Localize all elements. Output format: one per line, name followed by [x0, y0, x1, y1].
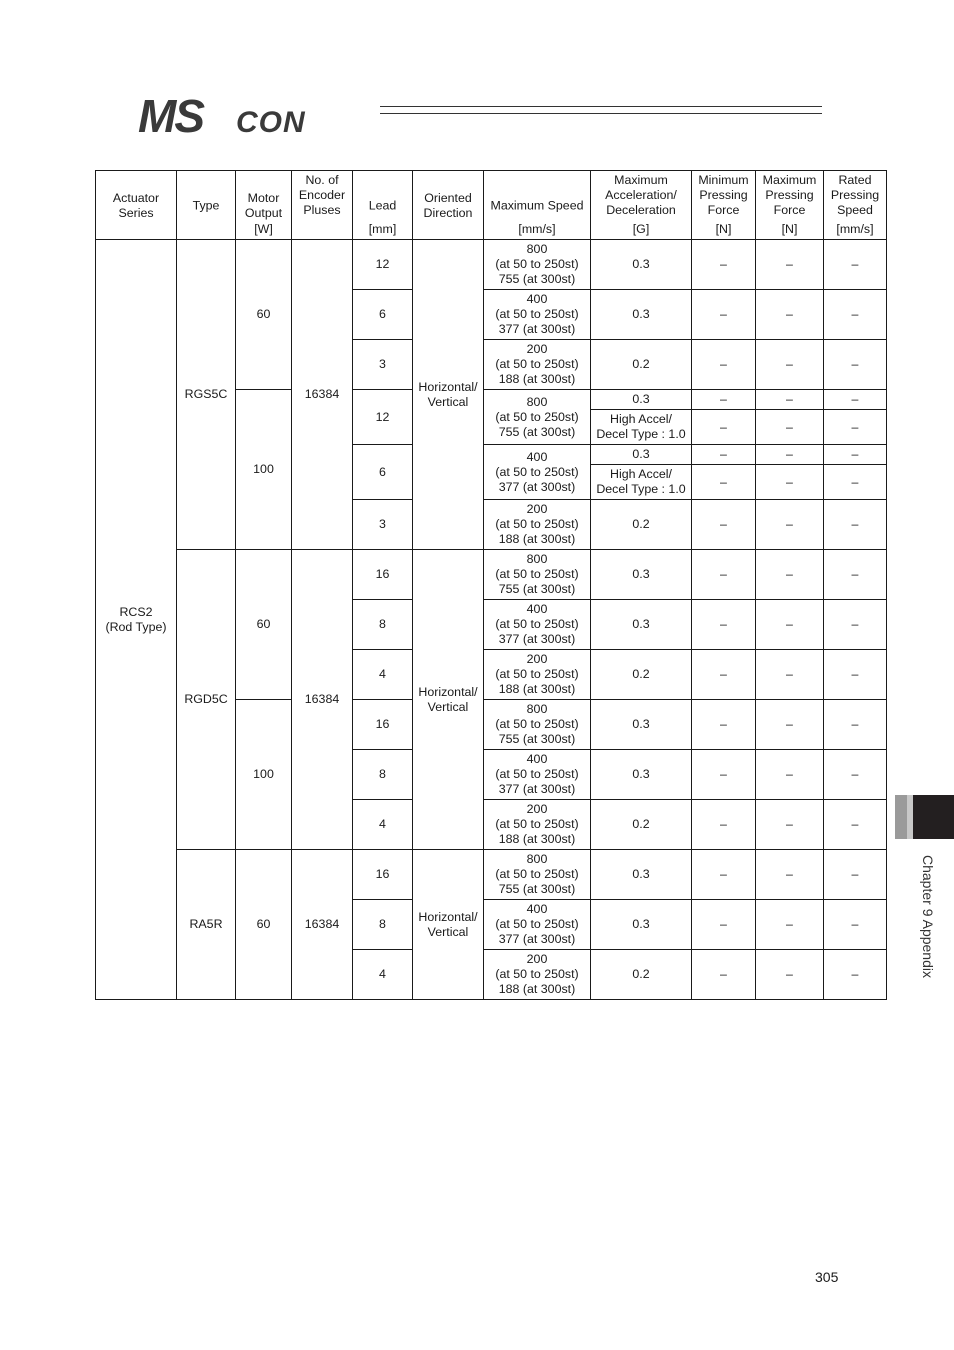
- rated-pressing-speed-cell: –: [824, 390, 887, 410]
- rated-pressing-speed-cell: –: [824, 290, 887, 340]
- column-header-label: Lead: [368, 198, 397, 213]
- lead-cell: 12: [353, 240, 413, 290]
- rated-pressing-speed-cell: –: [824, 650, 887, 700]
- max-pressing-force-cell: –: [756, 950, 824, 1000]
- min-pressing-force-cell: –: [692, 750, 756, 800]
- table-header-row: [96, 171, 887, 240]
- column-header-label: Motor Output: [244, 191, 283, 220]
- type-cell: RGS5C: [177, 240, 236, 550]
- min-pressing-force-cell: –: [692, 465, 756, 500]
- column-header: [484, 171, 591, 240]
- chapter-tab-marker: [895, 795, 954, 839]
- rated-pressing-speed-cell: –: [824, 410, 887, 445]
- rated-pressing-speed-cell: –: [824, 850, 887, 900]
- max-speed-cell: 200 (at 50 to 250st) 188 (at 300st): [484, 950, 591, 1000]
- lead-cell: 4: [353, 800, 413, 850]
- max-pressing-force-cell: –: [756, 650, 824, 700]
- rated-pressing-speed-cell: –: [824, 750, 887, 800]
- max-pressing-force-cell: –: [756, 500, 824, 550]
- max-pressing-force-cell: –: [756, 550, 824, 600]
- rated-pressing-speed-cell: –: [824, 445, 887, 465]
- max-pressing-force-cell: –: [756, 800, 824, 850]
- min-pressing-force-cell: –: [692, 390, 756, 410]
- max-speed-cell: 800 (at 50 to 250st) 755 (at 300st): [484, 850, 591, 900]
- header-rule-top: [380, 106, 822, 107]
- column-header-unit: [W]: [254, 222, 273, 236]
- encoder-pulses-cell: 16384: [292, 850, 353, 1000]
- min-pressing-force-cell: –: [692, 550, 756, 600]
- lead-cell: 16: [353, 850, 413, 900]
- rated-pressing-speed-cell: –: [824, 700, 887, 750]
- max-speed-cell: 200 (at 50 to 250st) 188 (at 300st): [484, 340, 591, 390]
- table-row: [96, 550, 887, 600]
- column-header-unit: [G]: [632, 222, 650, 236]
- max-speed-cell: 800 (at 50 to 250st) 755 (at 300st): [484, 390, 591, 445]
- min-pressing-force-cell: –: [692, 950, 756, 1000]
- rated-pressing-speed-cell: –: [824, 340, 887, 390]
- direction-cell: Horizontal/ Vertical: [413, 240, 484, 550]
- column-header-label: Rated Pressing Speed: [830, 173, 880, 217]
- motor-output-cell: 60: [236, 240, 292, 390]
- max-accel-cell: 0.2: [591, 500, 692, 550]
- max-speed-cell: 200 (at 50 to 250st) 188 (at 300st): [484, 650, 591, 700]
- max-pressing-force-cell: –: [756, 340, 824, 390]
- column-header: [236, 171, 292, 240]
- max-accel-cell: 0.2: [591, 340, 692, 390]
- page-number: 305: [815, 1269, 839, 1285]
- min-pressing-force-cell: –: [692, 800, 756, 850]
- column-header-label: Type: [192, 198, 220, 213]
- max-pressing-force-cell: –: [756, 900, 824, 950]
- max-accel-cell: 0.3: [591, 290, 692, 340]
- actuator-series-cell: RCS2 (Rod Type): [96, 240, 177, 1000]
- motor-output-cell: 60: [236, 550, 292, 700]
- motor-output-cell: 100: [236, 700, 292, 850]
- table-row: [96, 240, 887, 290]
- motor-output-cell: 60: [236, 850, 292, 1000]
- table-body: [96, 240, 887, 1000]
- max-pressing-force-cell: –: [756, 240, 824, 290]
- lead-cell: 4: [353, 950, 413, 1000]
- lead-cell: 8: [353, 600, 413, 650]
- max-pressing-force-cell: –: [756, 290, 824, 340]
- lead-cell: 8: [353, 750, 413, 800]
- rated-pressing-speed-cell: –: [824, 600, 887, 650]
- column-header-unit: [mm/s]: [836, 222, 874, 236]
- max-accel-cell: High Accel/ Decel Type : 1.0: [591, 465, 692, 500]
- column-header-label: Minimum Pressing Force: [698, 173, 749, 217]
- min-pressing-force-cell: –: [692, 290, 756, 340]
- column-header: [692, 171, 756, 240]
- column-header-label: Maximum Pressing Force: [762, 173, 817, 217]
- rated-pressing-speed-cell: –: [824, 500, 887, 550]
- max-speed-cell: 400 (at 50 to 250st) 377 (at 300st): [484, 600, 591, 650]
- column-header-unit: [N]: [781, 222, 798, 236]
- max-accel-cell: 0.3: [591, 850, 692, 900]
- max-speed-cell: 200 (at 50 to 250st) 188 (at 300st): [484, 500, 591, 550]
- max-accel-cell: 0.3: [591, 390, 692, 410]
- lead-cell: 6: [353, 445, 413, 500]
- max-accel-cell: 0.3: [591, 700, 692, 750]
- min-pressing-force-cell: –: [692, 445, 756, 465]
- min-pressing-force-cell: –: [692, 650, 756, 700]
- chapter-label: Chapter 9 Appendix: [920, 855, 936, 978]
- column-header-label: Oriented Direction: [423, 191, 473, 220]
- max-speed-cell: 400 (at 50 to 250st) 377 (at 300st): [484, 900, 591, 950]
- lead-cell: 4: [353, 650, 413, 700]
- max-accel-cell: 0.3: [591, 600, 692, 650]
- rated-pressing-speed-cell: –: [824, 465, 887, 500]
- max-speed-cell: 200 (at 50 to 250st) 188 (at 300st): [484, 800, 591, 850]
- encoder-pulses-cell: 16384: [292, 240, 353, 550]
- min-pressing-force-cell: –: [692, 240, 756, 290]
- max-accel-cell: High Accel/ Decel Type : 1.0: [591, 410, 692, 445]
- min-pressing-force-cell: –: [692, 500, 756, 550]
- lead-cell: 6: [353, 290, 413, 340]
- max-speed-cell: 400 (at 50 to 250st) 377 (at 300st): [484, 445, 591, 500]
- motor-output-cell: 100: [236, 390, 292, 550]
- header-rule-bottom: [380, 113, 822, 114]
- svg-text:CON: CON: [236, 106, 306, 137]
- min-pressing-force-cell: –: [692, 700, 756, 750]
- direction-cell: Horizontal/ Vertical: [413, 550, 484, 850]
- column-header-unit: [mm]: [368, 222, 397, 236]
- max-pressing-force-cell: –: [756, 445, 824, 465]
- mscon-logo: [138, 92, 368, 137]
- max-accel-cell: 0.3: [591, 550, 692, 600]
- max-speed-cell: 800 (at 50 to 250st) 755 (at 300st): [484, 700, 591, 750]
- column-header: [96, 171, 177, 240]
- column-header-label: Maximum Speed: [490, 198, 584, 213]
- column-header: [591, 171, 692, 240]
- max-pressing-force-cell: –: [756, 600, 824, 650]
- min-pressing-force-cell: –: [692, 900, 756, 950]
- max-pressing-force-cell: –: [756, 465, 824, 500]
- column-header-unit: [N]: [715, 222, 732, 236]
- lead-cell: 3: [353, 500, 413, 550]
- encoder-pulses-cell: 16384: [292, 550, 353, 850]
- direction-cell: Horizontal/ Vertical: [413, 850, 484, 1000]
- max-pressing-force-cell: –: [756, 850, 824, 900]
- max-accel-cell: 0.3: [591, 750, 692, 800]
- max-pressing-force-cell: –: [756, 750, 824, 800]
- min-pressing-force-cell: –: [692, 340, 756, 390]
- max-pressing-force-cell: –: [756, 700, 824, 750]
- column-header: [177, 171, 236, 240]
- column-header: [756, 171, 824, 240]
- column-header-label: Actuator Series: [112, 191, 160, 220]
- rated-pressing-speed-cell: –: [824, 800, 887, 850]
- lead-cell: 8: [353, 900, 413, 950]
- max-accel-cell: 0.2: [591, 650, 692, 700]
- min-pressing-force-cell: –: [692, 600, 756, 650]
- rated-pressing-speed-cell: –: [824, 240, 887, 290]
- rated-pressing-speed-cell: –: [824, 900, 887, 950]
- svg-text:MS: MS: [138, 92, 203, 137]
- max-accel-cell: 0.2: [591, 950, 692, 1000]
- table-row: [96, 850, 887, 900]
- column-header: [413, 171, 484, 240]
- column-header: [353, 171, 413, 240]
- lead-cell: 12: [353, 390, 413, 445]
- max-pressing-force-cell: –: [756, 410, 824, 445]
- min-pressing-force-cell: –: [692, 410, 756, 445]
- max-speed-cell: 400 (at 50 to 250st) 377 (at 300st): [484, 750, 591, 800]
- max-accel-cell: 0.2: [591, 800, 692, 850]
- max-speed-cell: 400 (at 50 to 250st) 377 (at 300st): [484, 290, 591, 340]
- max-accel-cell: 0.3: [591, 240, 692, 290]
- column-header: [292, 171, 353, 240]
- max-pressing-force-cell: –: [756, 390, 824, 410]
- lead-cell: 3: [353, 340, 413, 390]
- max-speed-cell: 800 (at 50 to 250st) 755 (at 300st): [484, 550, 591, 600]
- rated-pressing-speed-cell: –: [824, 950, 887, 1000]
- column-header-label: No. of Encoder Pluses: [298, 173, 346, 217]
- lead-cell: 16: [353, 700, 413, 750]
- max-speed-cell: 800 (at 50 to 250st) 755 (at 300st): [484, 240, 591, 290]
- column-header-label: Maximum Acceleration/ Deceleration: [605, 173, 677, 217]
- actuator-spec-table: [95, 170, 887, 1000]
- max-accel-cell: 0.3: [591, 900, 692, 950]
- min-pressing-force-cell: –: [692, 850, 756, 900]
- lead-cell: 16: [353, 550, 413, 600]
- column-header-unit: [mm/s]: [518, 222, 556, 236]
- type-cell: RA5R: [177, 850, 236, 1000]
- max-accel-cell: 0.3: [591, 445, 692, 465]
- column-header: [824, 171, 887, 240]
- type-cell: RGD5C: [177, 550, 236, 850]
- rated-pressing-speed-cell: –: [824, 550, 887, 600]
